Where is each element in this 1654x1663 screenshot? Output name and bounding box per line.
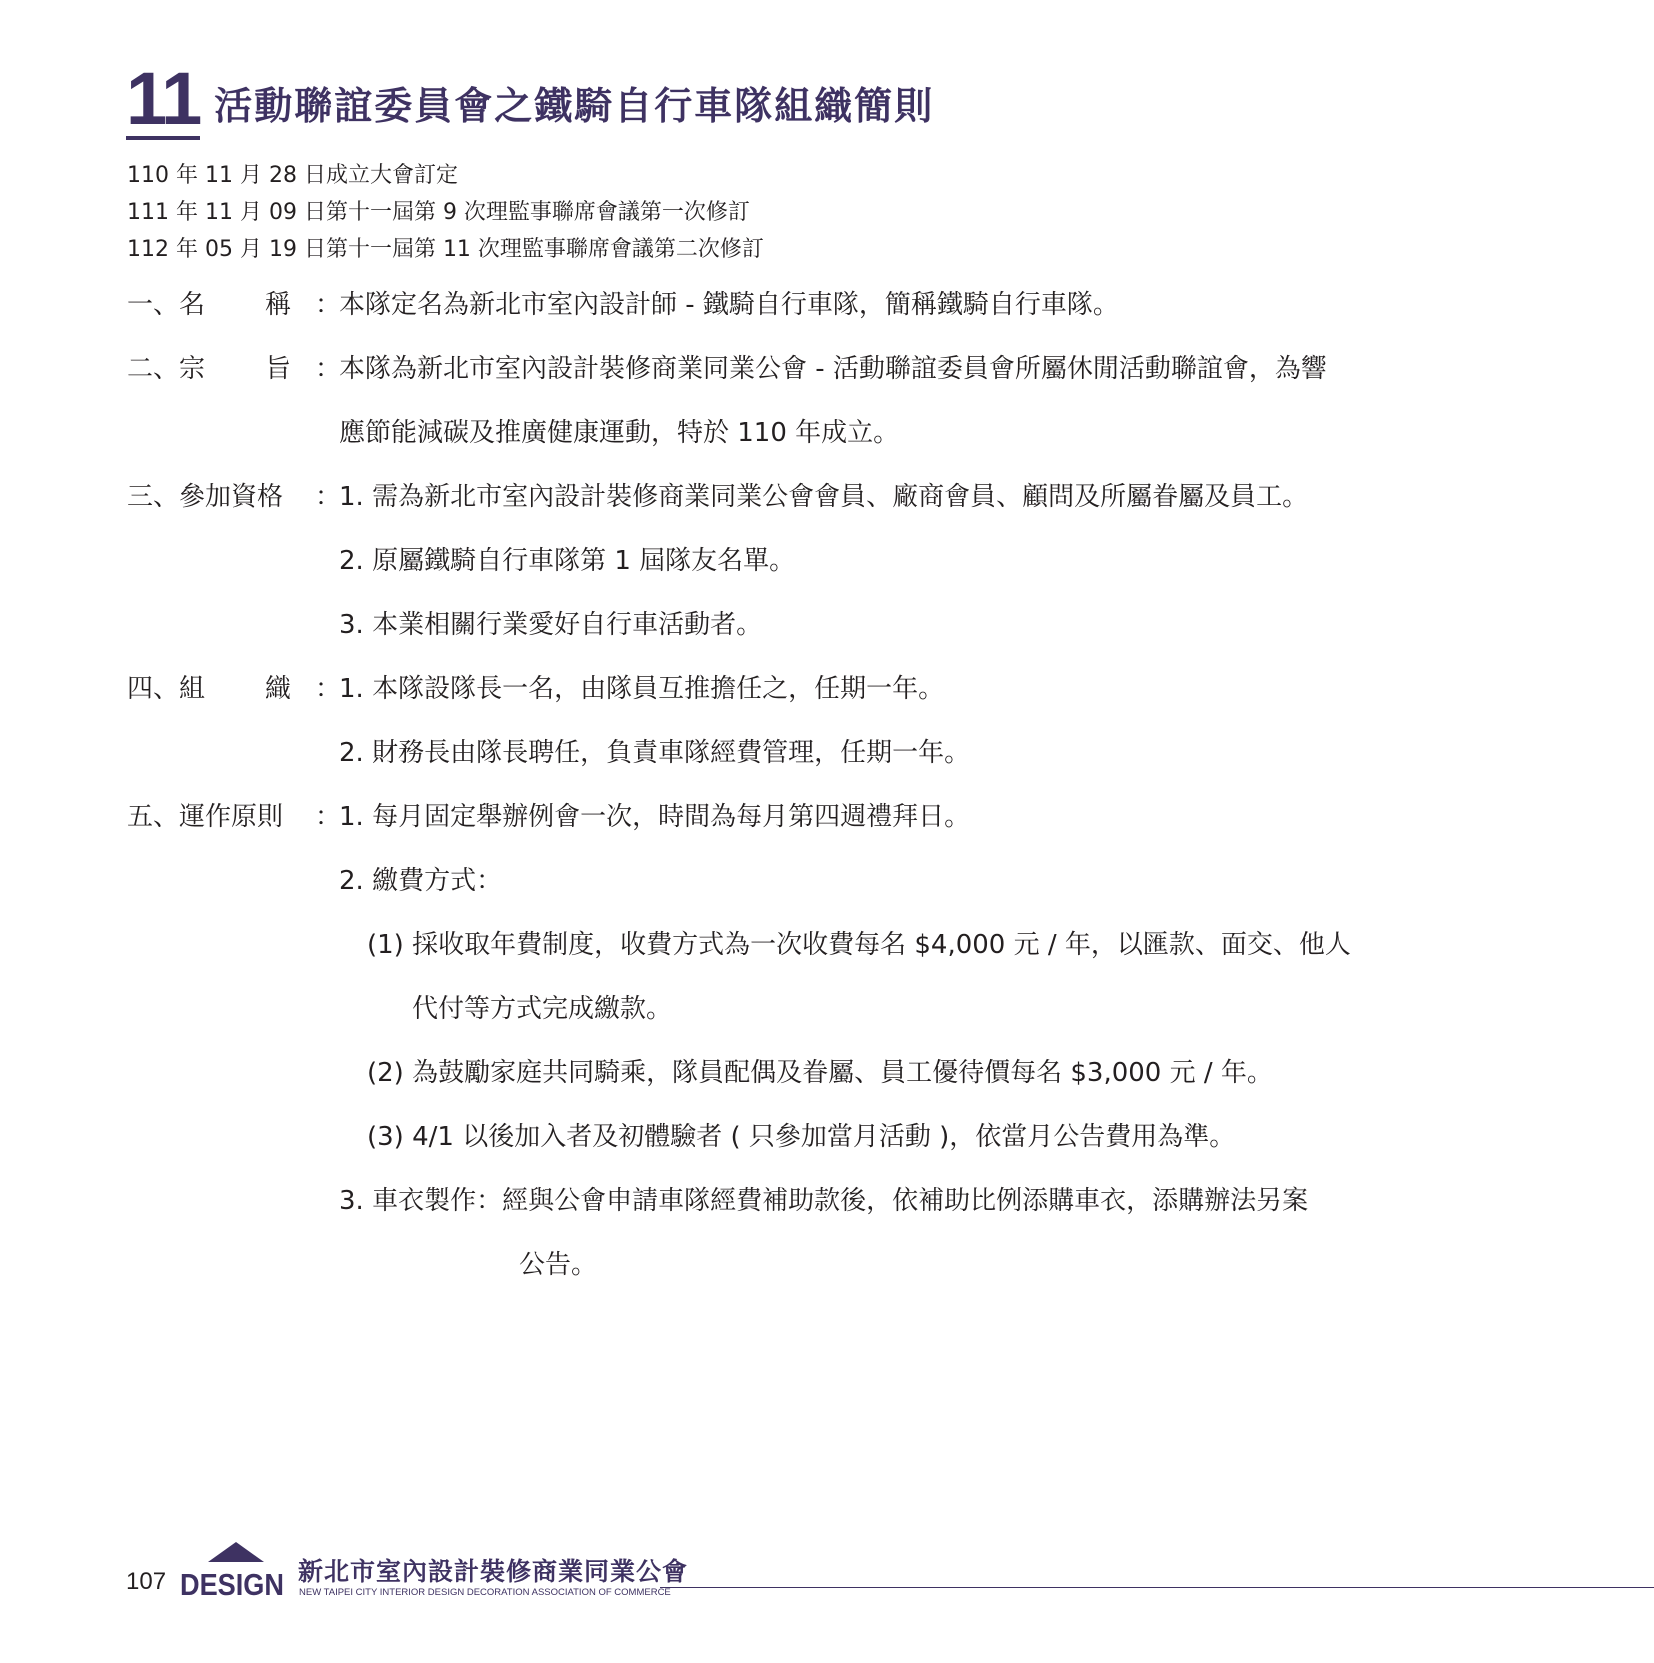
clause-eligibility [127,465,1507,529]
list-item: 1. 本隊設隊長一名，由隊員互推擔任之，任期一年。 [339,674,945,704]
clause-label: 四、組 織 ： [127,674,342,704]
clause-name [127,273,1507,337]
sub-item: (3) 4/1 以後加入者及初體驗者 ( 只參加當月活動 )，依當月公告費用為準。 [367,1122,1236,1152]
chapter-title: 活動聯誼委員會之鐵騎自行車隊組織簡則 [214,84,935,128]
sub-item-continuation: 代付等方式完成繳款。 [412,994,673,1024]
sub-item: (1) 採收取年費制度，收費方式為一次收費每名 $4,000 元 / 年，以匯款、面交、他人 [367,930,1351,960]
design-logo [178,1540,286,1602]
revision-history [127,157,764,268]
clause-label: 一、名 稱 ： [127,290,342,320]
logo-text: DESIGN [180,1567,284,1602]
clause-label: 二、宗 旨 ： [127,354,342,384]
clause-text: 本隊為新北市室內設計裝修商業同業公會 - 活動聯誼委員會所屬休閒活動聯誼會，為響 [339,354,1327,384]
organization-name: 新北市室內設計裝修商業同業公會 [298,1557,689,1586]
history-line: 111 年 11 月 09 日第十一屆第 9 次理監事聯席會議第一次修訂 [127,200,750,225]
clause-operation [127,785,1507,849]
clause-label: 三、參加資格 ： [127,482,342,512]
sub-item: (2) 為鼓勵家庭共同騎乘，隊員配偶及眷屬、員工優待價每名 $3,000 元 / 年。 [367,1058,1273,1088]
list-item: 2. 財務長由隊長聘任，負責車隊經費管理，任期一年。 [339,738,971,768]
clause-text: 應節能減碳及推廣健康運動，特於 110 年成立。 [339,418,900,448]
organization-name-en: NEW TAIPEI CITY INTERIOR DESIGN DECORATION ASSOCIATION OF COMMERCE [299,1587,671,1598]
list-item: 3. 車衣製作：經與公會申請車隊經費補助款後，依補助比例添購車衣，添購辦法另案 [339,1186,1309,1216]
page-title [126,57,935,140]
clause-text: 本隊定名為新北市室內設計師 - 鐵騎自行車隊，簡稱鐵騎自行車隊。 [339,290,1119,320]
list-item: 2. 原屬鐵騎自行車隊第 1 屆隊友名單。 [339,546,796,576]
clause-purpose [127,337,1507,401]
footer-divider [660,1587,1654,1588]
page-footer [126,1540,1654,1600]
history-line: 112 年 05 月 19 日第十一屆第 11 次理監事聯席會議第二次修訂 [127,237,764,262]
list-item-continuation: 公告。 [519,1250,598,1280]
list-item: 1. 需為新北市室內設計裝修商業同業公會會員、廠商會員、顧問及所屬眷屬及員工。 [339,482,1309,512]
clause-organization [127,657,1507,721]
list-item: 3. 本業相關行業愛好自行車活動者。 [339,610,763,640]
list-item: 1. 每月固定舉辦例會一次，時間為每月第四週禮拜日。 [339,802,971,832]
chapter-number: 11 [126,57,201,140]
clause-list [127,273,1507,1297]
page-number: 107 [126,1568,167,1595]
history-line: 110 年 11 月 28 日成立大會訂定 [127,163,458,188]
clause-label: 五、運作原則 ： [127,802,342,832]
list-item: 2. 繳費方式： [339,866,503,896]
